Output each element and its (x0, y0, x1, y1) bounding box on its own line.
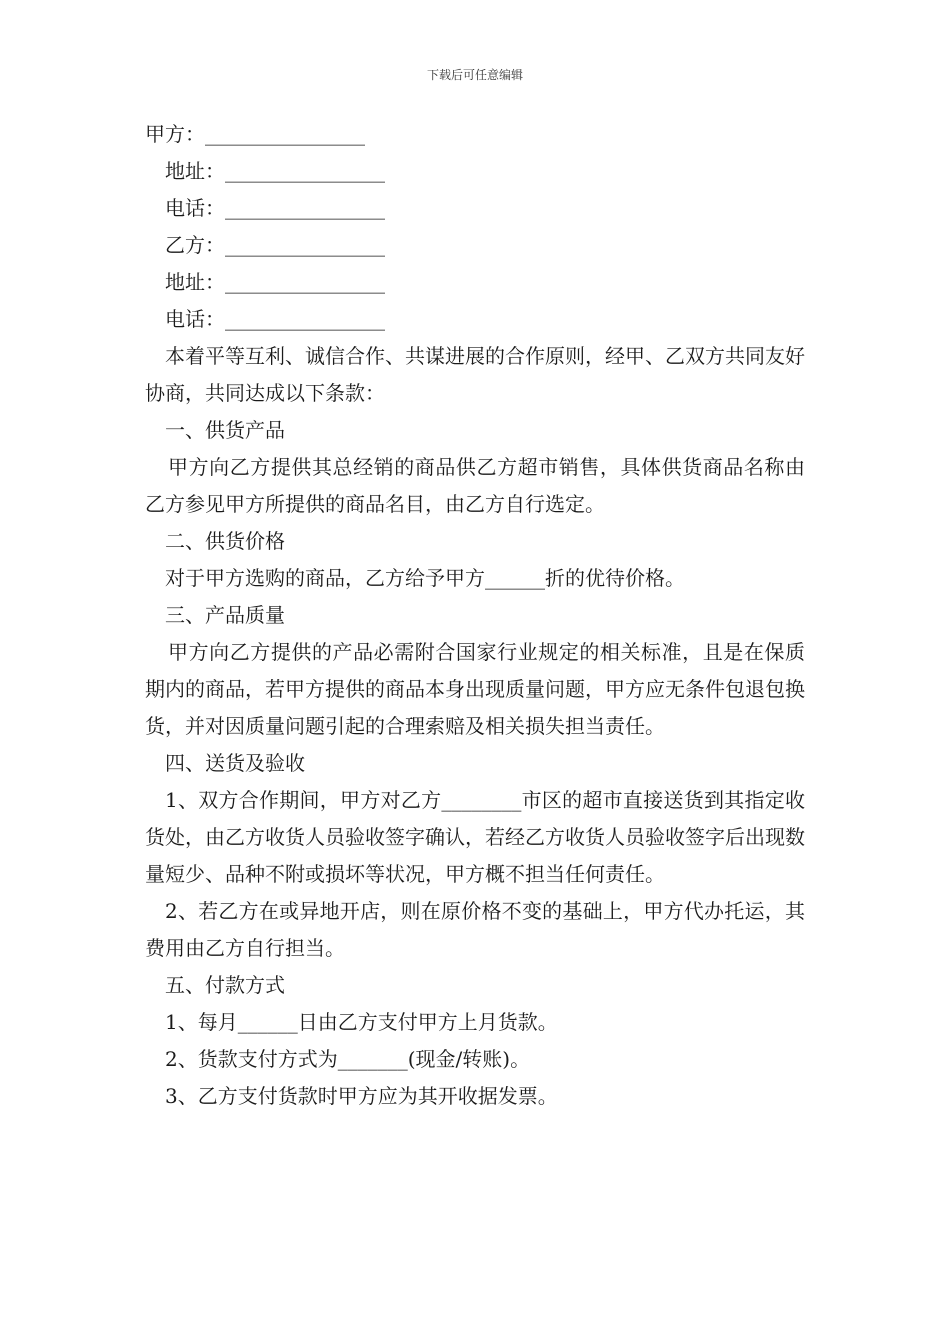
header-note: 下载后可任意编辑 (426, 68, 523, 82)
section-1-body: 甲方向乙方提供其总经销的商品供乙方超市销售，具体供货商品名称由乙方参见甲方所提供的商品名目，由乙方自行选定。 (145, 455, 805, 516)
section-4-item-1: 1、双方合作期间，甲方对乙方________市区的超市直接送货到其指定收货处，由乙方收货人员验收签字确认，若经乙方收货人员验收签字后出现数量短少、品种不附或损坏等状况，甲方概不担当任何责任。 (145, 788, 805, 886)
section-5-item-2: 2、货款支付方式为_______(现金/转账)。 (165, 1047, 531, 1071)
party-b-phone-line: 电话：________________ (165, 307, 385, 331)
preamble-paragraph: 本着平等互利、诚信合作、共谋进展的合作原则，经甲、乙双方共同友好协商，共同达成以下条款： (145, 344, 805, 405)
section-1-title: 一、供货产品 (165, 418, 285, 442)
section-2-body: 对于甲方选购的商品，乙方给予甲方______折的优待价格。 (165, 566, 685, 590)
section-5-title: 五、付款方式 (165, 973, 285, 997)
party-b-line: 乙方：________________ (165, 233, 385, 257)
section-3-title: 三、产品质量 (165, 603, 285, 627)
section-5-item-1: 1、每月______日由乙方支付甲方上月货款。 (165, 1010, 558, 1034)
section-3-body: 甲方向乙方提供的产品必需附合国家行业规定的相关标准，且是在保质期内的商品，若甲方提供的商品本身出现质量问题，甲方应无条件包退包换货，并对因质量问题引起的合理索赔及相关损失担当责任。 (145, 640, 805, 738)
party-a-phone-line: 电话：________________ (165, 196, 385, 220)
section-4-item-2: 2、若乙方在或异地开店，则在原价格不变的基础上，甲方代办托运，其费用由乙方自行担当。 (145, 899, 805, 960)
section-2-title: 二、供货价格 (165, 529, 285, 553)
contract-body (145, 116, 805, 1115)
party-a-line: 甲方：________________ (145, 122, 365, 146)
section-4-title: 四、送货及验收 (165, 751, 305, 775)
party-a-address-line: 地址：________________ (165, 159, 385, 183)
party-b-address-line: 地址：________________ (165, 270, 385, 294)
section-5-item-3: 3、乙方支付货款时甲方应为其开收据发票。 (165, 1084, 558, 1108)
